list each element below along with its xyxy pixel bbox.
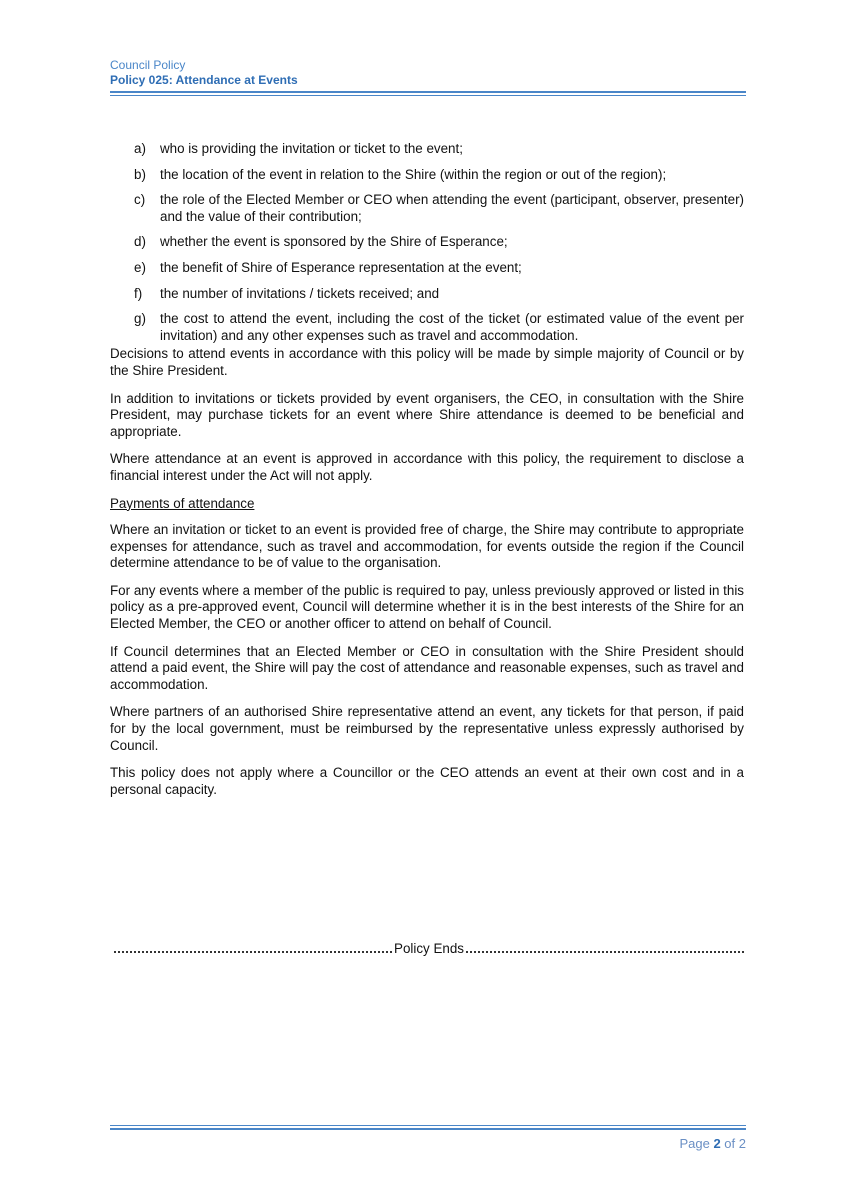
list-marker: g) <box>134 311 146 327</box>
list-marker: a) <box>134 141 146 156</box>
list-item <box>110 141 744 158</box>
paragraph-partners: Where partners of an authorised Shire representative attend an event, any tickets for that person, if paid for by the local government, must be reimbursed by the representative unless expressly authorised by Council. <box>110 704 744 753</box>
footer-rule-thick <box>110 1128 746 1130</box>
paragraph-decisions: Decisions to attend events in accordance with this policy will be made by simple majority of Council or by the Shire President. <box>110 346 744 378</box>
criteria-list <box>110 141 744 344</box>
list-marker: d) <box>134 234 146 250</box>
header-doc-type: Council Policy <box>110 58 186 72</box>
section-heading-payments: Payments of attendance <box>110 495 255 511</box>
list-item <box>110 167 744 184</box>
list-item <box>110 234 744 251</box>
list-item-text: the number of invitations / tickets received; and <box>160 285 440 301</box>
list-marker: e) <box>134 259 146 275</box>
list-item <box>110 260 744 277</box>
list-item-text: the location of the event in relation to the Shire (within the region or out of the region); <box>160 166 667 182</box>
dotted-leader-left <box>114 950 392 953</box>
paragraph-free-invitation: Where an invitation or ticket to an event is provided free of charge, the Shire may contribute to appropriate expenses for attendance, such as travel and accommodation, for events outside the region if the Council determine attendance to be of value to the organisation. <box>110 522 744 571</box>
list-marker: c) <box>134 192 146 208</box>
header-policy-title: Policy 025: Attendance at Events <box>110 73 298 87</box>
page-of: of <box>724 1136 736 1151</box>
page-number <box>110 1136 746 1151</box>
list-item <box>110 311 744 344</box>
list-item-text: whether the event is sponsored by the Shire of Esperance; <box>160 234 508 250</box>
header-rule-thin <box>110 95 746 96</box>
paragraph-purchase-tickets: In addition to invitations or tickets provided by event organisers, the CEO, in consultation with the Shire President, may purchase tickets for an event where Shire attendance is deemed to be beneficial and appropriate. <box>110 390 744 439</box>
page-total: 2 <box>738 1136 746 1151</box>
page-footer <box>110 1125 746 1151</box>
list-item-text: the cost to attend the event, including the cost of the ticket (or estimated value of the event per invitation) and any other expenses such as travel and accommodation. <box>160 311 744 343</box>
header-rule-thick <box>110 91 746 93</box>
list-marker: b) <box>134 166 146 182</box>
dotted-leader-right <box>466 950 744 953</box>
list-item <box>110 192 744 225</box>
page-current: 2 <box>713 1136 721 1151</box>
paragraph-personal-capacity: This policy does not apply where a Councillor or the CEO attends an event at their own cost and in a personal capacity. <box>110 765 744 797</box>
paragraph-paid-events: For any events where a member of the public is required to pay, unless previously approved or listed in this policy as a pre-approved event, Council will determine whether it is in the best interests of the Shire for an Elected Member, the CEO or another officer to attend on behalf of Council. <box>110 582 744 632</box>
policy-ends-label: Policy Ends <box>394 941 464 956</box>
paragraph-financial-interest: Where attendance at an event is approved in accordance with this policy, the requirement to disclose a financial interest under the Act will not apply. <box>110 451 744 483</box>
policy-body <box>110 141 744 809</box>
policy-ends-line <box>114 939 744 957</box>
list-item-text: the role of the Elected Member or CEO when attending the event (participant, observer, presenter) and the value of their contribution; <box>160 192 744 224</box>
page-label: Page <box>679 1136 710 1151</box>
page-header <box>110 58 746 96</box>
list-item-text: who is providing the invitation or ticket to the event; <box>160 141 463 156</box>
list-item <box>110 286 744 303</box>
list-item-text: the benefit of Shire of Esperance representation at the event; <box>160 259 522 275</box>
paragraph-council-determines: If Council determines that an Elected Member or CEO in consultation with the Shire President should attend a paid event, the Shire will pay the cost of attendance and reasonable expenses, such as travel and accommodation. <box>110 643 744 692</box>
list-marker: f) <box>134 285 143 301</box>
footer-rule-thin <box>110 1125 746 1126</box>
